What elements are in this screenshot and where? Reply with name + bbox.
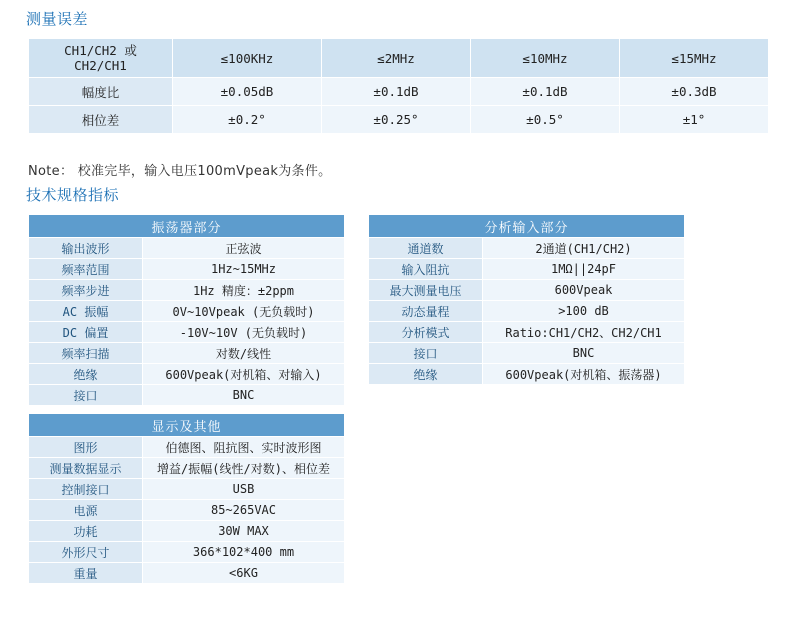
row-label: 接口 [369,343,483,364]
corner-header-line2: CH2/CH1 [74,58,127,73]
row-value: USB [143,479,345,500]
row-label: 频率步进 [29,280,143,301]
error-column-header: ≤100KHz [173,39,322,78]
row-label: 动态量程 [369,301,483,322]
table-row [29,437,345,458]
row-label: 最大测量电压 [369,280,483,301]
row-value: ±0.3dB [620,78,769,106]
row-label: 接口 [29,385,143,406]
row-value: <6KG [143,563,345,584]
row-value: 0V~10Vpeak (无负载时) [143,301,345,322]
row-value: ±0.5° [471,106,620,134]
table-row [29,563,345,584]
row-label: 幅度比 [29,78,173,106]
error-column-header: ≤10MHz [471,39,620,78]
table-row [29,385,345,406]
table-row [29,364,345,385]
row-value: 30W MAX [143,521,345,542]
row-label: 重量 [29,563,143,584]
table-row [369,364,685,385]
row-value: -10V~10V (无负载时) [143,322,345,343]
row-label: 分析模式 [369,322,483,343]
table-title-row [29,414,345,437]
row-value: ±0.05dB [173,78,322,106]
table-row [369,343,685,364]
row-label: 输入阻抗 [369,259,483,280]
row-value: ±0.1dB [471,78,620,106]
row-value: 2通道(CH1/CH2) [483,238,685,259]
table-row [369,322,685,343]
row-label: 测量数据显示 [29,458,143,479]
table-row [369,301,685,322]
row-label: 绝缘 [29,364,143,385]
table-row [29,458,345,479]
table-header-row [29,39,769,78]
table-row [29,500,345,521]
row-value: BNC [483,343,685,364]
row-value: 600Vpeak(对机箱、振荡器) [483,364,685,385]
row-label: 频率扫描 [29,343,143,364]
measurement-error-table [28,38,769,134]
row-value: 600Vpeak(对机箱、对输入) [143,364,345,385]
row-value: 85~265VAC [143,500,345,521]
row-label: 输出波形 [29,238,143,259]
row-label: AC 振幅 [29,301,143,322]
table-row [29,238,345,259]
oscillator-spec-table [28,214,345,406]
display-and-other-spec-table [28,413,345,584]
row-label: 电源 [29,500,143,521]
table-row [29,301,345,322]
corner-header-line1: CH1/CH2 或 [64,43,137,58]
row-value: >100 dB [483,301,685,322]
table-row [29,259,345,280]
row-value: ±0.2° [173,106,322,134]
error-column-header: ≤2MHz [322,39,471,78]
section-heading-technical-specs: 技术规格指标 [26,186,120,204]
row-label: 通道数 [369,238,483,259]
table-row [369,280,685,301]
row-value: 1Hz~15MHz [143,259,345,280]
table-title-row [29,215,345,238]
row-label: 外形尺寸 [29,542,143,563]
row-value: 对数/线性 [143,343,345,364]
analyzer-table-title: 分析输入部分 [369,215,685,238]
row-value: 1MΩ||24pF [483,259,685,280]
row-value: 正弦波 [143,238,345,259]
row-value: ±0.1dB [322,78,471,106]
table-title-row [369,215,685,238]
table-row [29,542,345,563]
table-row [29,343,345,364]
row-value: BNC [143,385,345,406]
table-row [369,259,685,280]
row-value: ±1° [620,106,769,134]
row-label: 相位差 [29,106,173,134]
row-label: DC 偏置 [29,322,143,343]
table-row [29,78,769,106]
row-value: Ratio:CH1/CH2、CH2/CH1 [483,322,685,343]
display-table-title: 显示及其他 [29,414,345,437]
table-row [29,280,345,301]
row-value: 366*102*400 mm [143,542,345,563]
error-column-header: ≤15MHz [620,39,769,78]
oscillator-table-title: 振荡器部分 [29,215,345,238]
row-value: ±0.25° [322,106,471,134]
row-label: 频率范围 [29,259,143,280]
section-heading-measurement-error: 测量误差 [26,10,89,28]
row-value: 600Vpeak [483,280,685,301]
table-row [369,238,685,259]
table-row [29,322,345,343]
table-row [29,479,345,500]
row-label: 控制接口 [29,479,143,500]
row-value: 伯德图、阻抗图、实时波形图 [143,437,345,458]
row-value: 增益/振幅(线性/对数)、相位差 [143,458,345,479]
table-row [29,106,769,134]
row-label: 图形 [29,437,143,458]
note-text: Note： 校准完毕，输入电压100mVpeak为条件。 [28,164,332,179]
analyzer-spec-table [368,214,685,385]
row-value: 1Hz 精度：±2ppm [143,280,345,301]
row-label: 绝缘 [369,364,483,385]
error-table-corner-header [29,39,173,78]
row-label: 功耗 [29,521,143,542]
table-row [29,521,345,542]
